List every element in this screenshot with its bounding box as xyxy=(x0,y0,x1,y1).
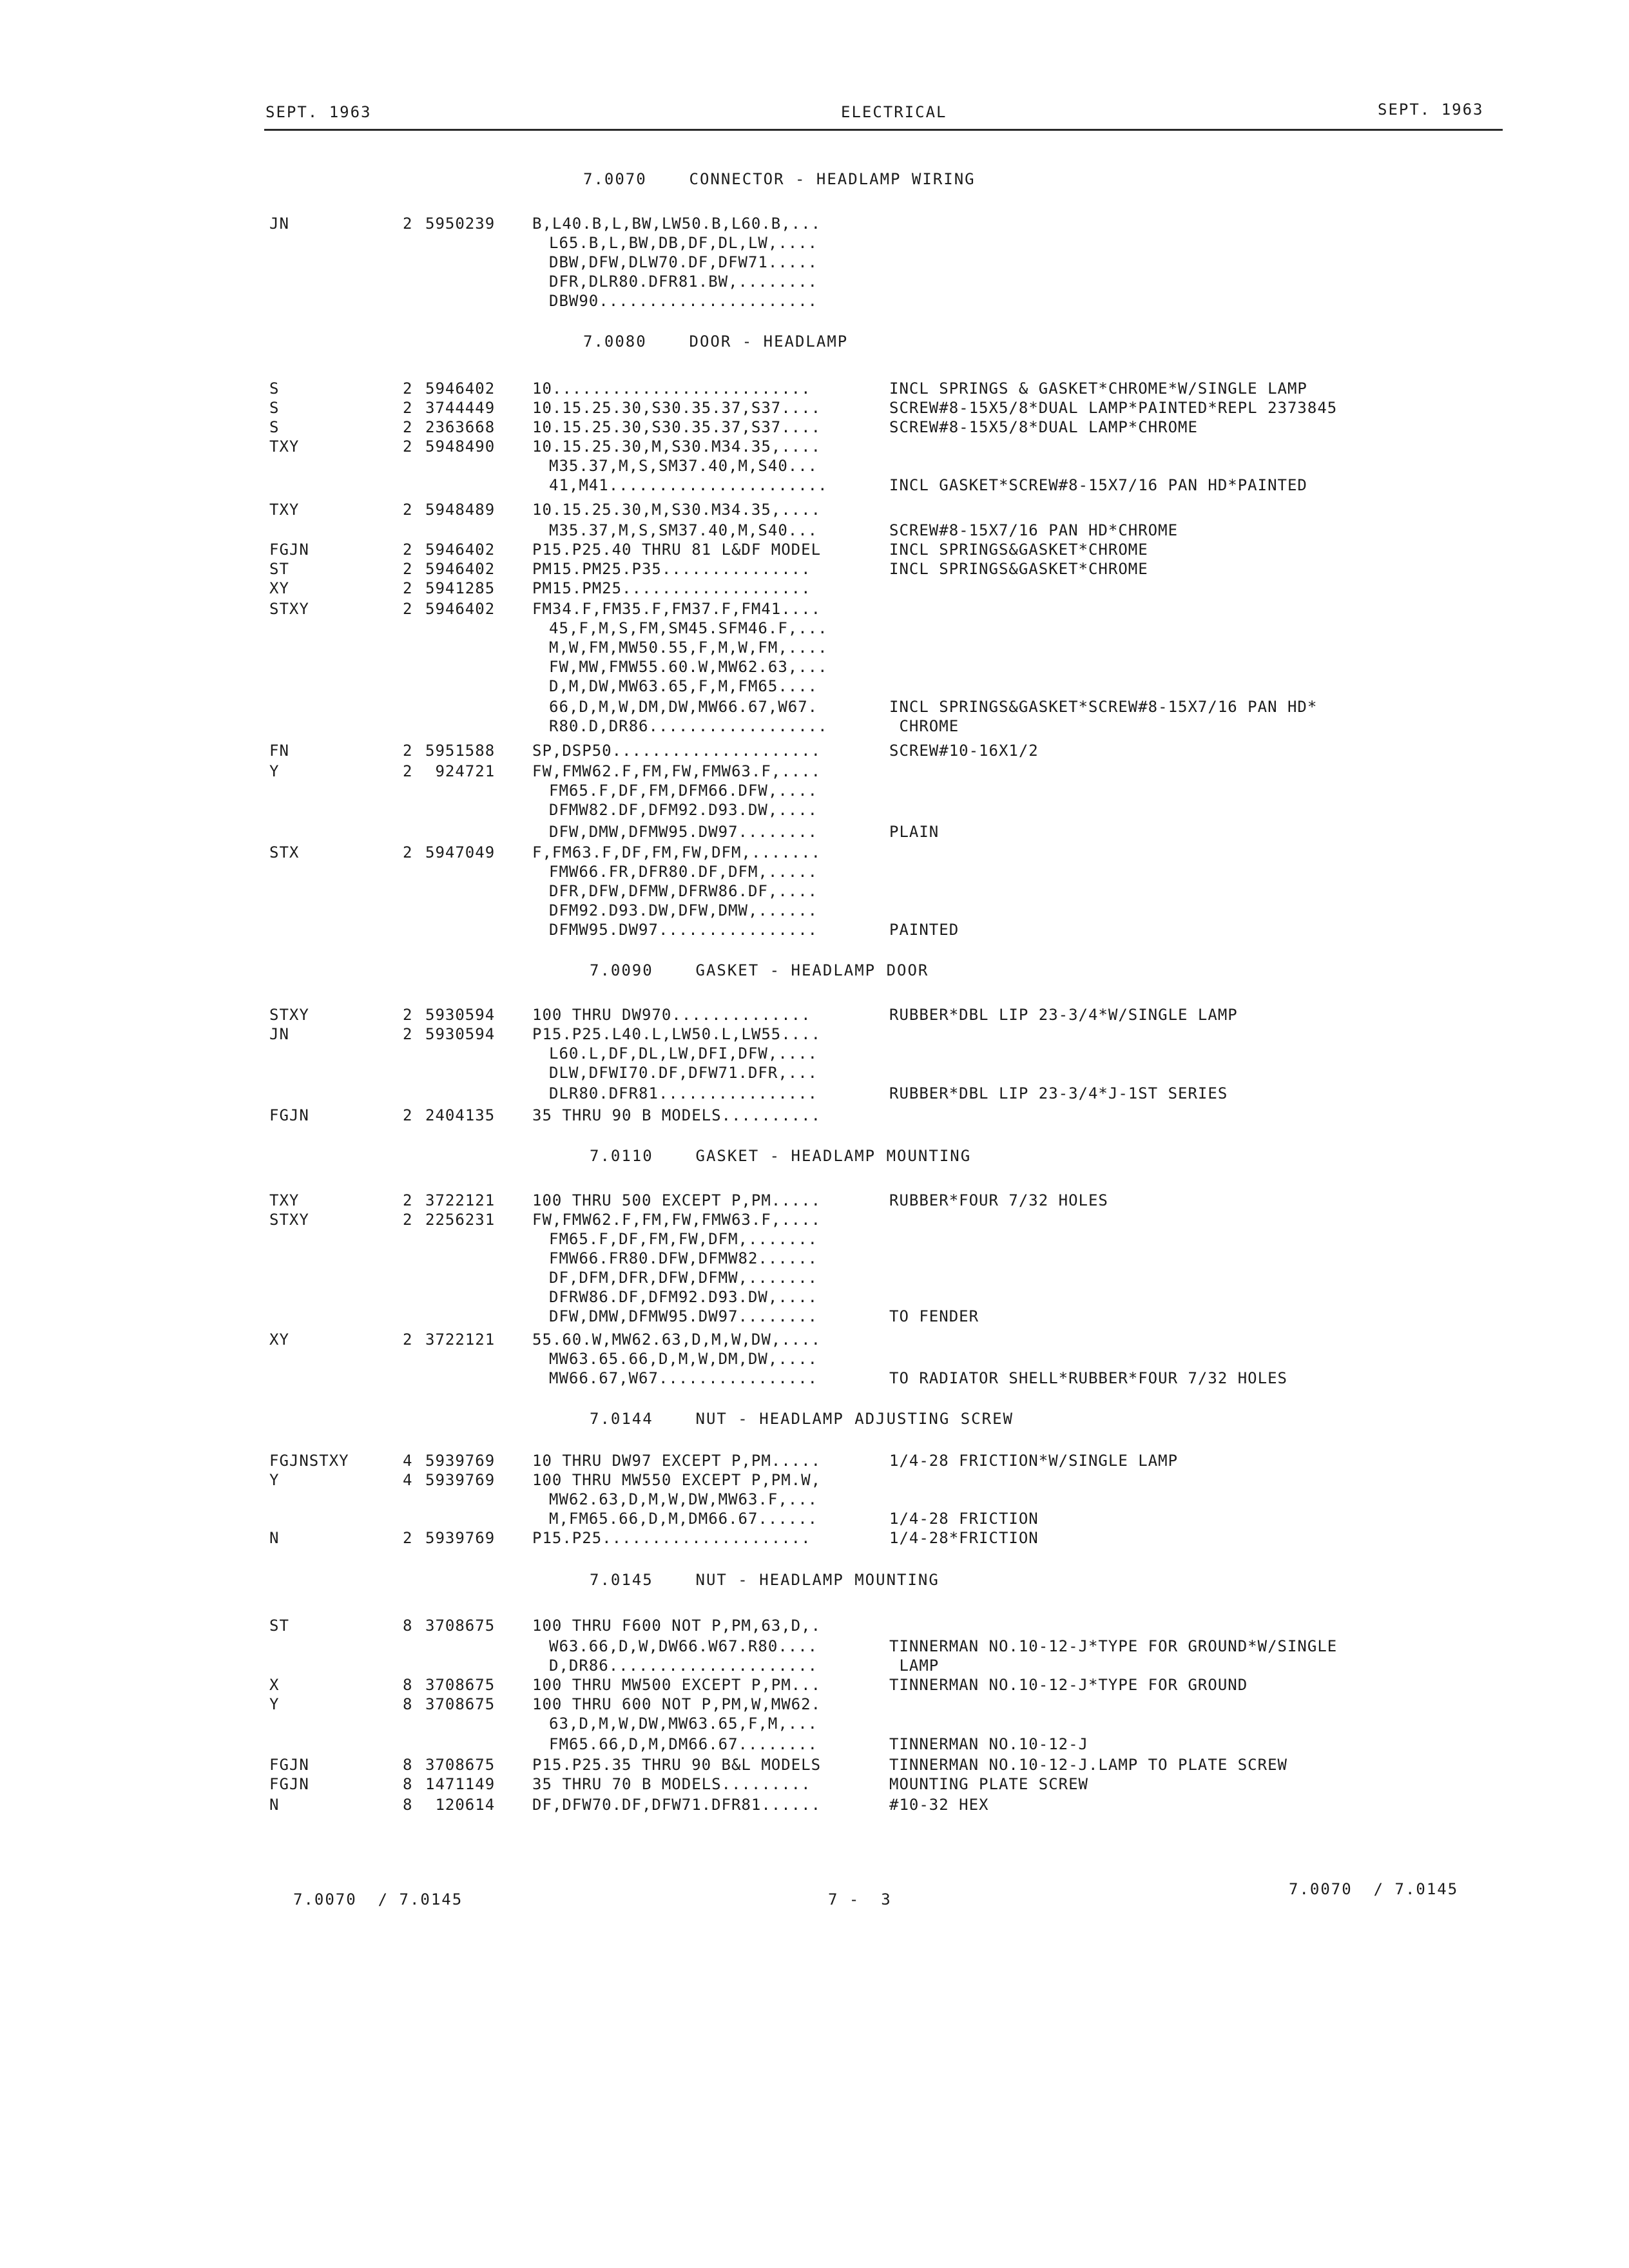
line-models: DLW,DFWI70.DF,DFW71.DFR,... xyxy=(549,1064,818,1082)
line-quantity: 2 xyxy=(403,1529,413,1547)
line-part-number: 5946402 xyxy=(425,541,496,559)
line-models: MW63.65.66,D,M,W,DM,DW,.... xyxy=(549,1350,818,1368)
line-models: P15.P25.40 THRU 81 L&DF MODEL xyxy=(532,541,822,559)
line-models: P15.P25.35 THRU 90 B&L MODELS xyxy=(532,1756,822,1774)
line-description: 1/4-28*FRICTION xyxy=(889,1529,1039,1547)
header-section-title: ELECTRICAL xyxy=(841,103,947,121)
line-models: FM65.66,D,M,DM66.67........ xyxy=(549,1735,818,1753)
line-quantity: 2 xyxy=(403,399,413,417)
line-models: 100 THRU DW970.............. xyxy=(532,1006,811,1024)
line-models: P15.P25..................... xyxy=(532,1529,811,1547)
line-model-code: S xyxy=(269,399,280,417)
section-title-7-0144: 7.0144 NUT - HEADLAMP ADJUSTING SCREW xyxy=(590,1410,1014,1428)
line-description: RUBBER*FOUR 7/32 HOLES xyxy=(889,1191,1108,1209)
line-description: RUBBER*DBL LIP 23-3/4*W/SINGLE LAMP xyxy=(889,1006,1238,1024)
line-models: L60.L,DF,DL,LW,DFI,DFW,.... xyxy=(549,1044,818,1062)
line-part-number: 3708675 xyxy=(425,1676,496,1694)
line-model-code: STXY xyxy=(269,1006,309,1024)
line-models: 35 THRU 70 B MODELS......... xyxy=(532,1775,811,1793)
line-quantity: 8 xyxy=(403,1775,413,1793)
line-description: RUBBER*DBL LIP 23-3/4*J-1ST SERIES xyxy=(889,1084,1228,1102)
line-part-number: 3708675 xyxy=(425,1617,496,1635)
line-part-number: 3722121 xyxy=(425,1191,496,1209)
line-description: 1/4-28 FRICTION*W/SINGLE LAMP xyxy=(889,1452,1179,1470)
line-description: CHROME xyxy=(889,717,959,735)
line-quantity: 2 xyxy=(403,1025,413,1043)
line-quantity: 2 xyxy=(403,762,413,780)
line-model-code: Y xyxy=(269,762,280,780)
line-quantity: 2 xyxy=(403,600,413,618)
header-rule xyxy=(264,129,1503,131)
line-model-code: N xyxy=(269,1796,280,1814)
line-models: L65.B,L,BW,DB,DF,DL,LW,.... xyxy=(549,234,818,252)
line-model-code: Y xyxy=(269,1695,280,1713)
section-title-7-0110: 7.0110 GASKET - HEADLAMP MOUNTING xyxy=(590,1147,972,1165)
line-models: FMW66.FR80.DFW,DFMW82...... xyxy=(549,1249,818,1267)
line-model-code: FGJN xyxy=(269,1756,309,1774)
line-quantity: 8 xyxy=(403,1617,413,1635)
line-quantity: 2 xyxy=(403,1211,413,1229)
line-quantity: 8 xyxy=(403,1676,413,1694)
line-description: TINNERMAN NO.10-12-J*TYPE FOR GROUND xyxy=(889,1676,1248,1694)
line-models: 66,D,M,W,DM,DW,MW66.67,W67. xyxy=(549,698,818,716)
line-part-number: 5939769 xyxy=(425,1452,496,1470)
line-model-code: STXY xyxy=(269,1211,309,1229)
line-quantity: 2 xyxy=(403,541,413,559)
line-part-number: 924721 xyxy=(425,762,496,780)
line-part-number: 3722121 xyxy=(425,1331,496,1349)
line-model-code: Y xyxy=(269,1471,280,1489)
line-part-number: 5946402 xyxy=(425,600,496,618)
line-models: B,L40.B,L,BW,LW50.B,L60.B,... xyxy=(532,215,822,233)
line-quantity: 4 xyxy=(403,1471,413,1489)
line-description: TINNERMAN NO.10-12-J.LAMP TO PLATE SCREW xyxy=(889,1756,1287,1774)
line-part-number: 5948490 xyxy=(425,437,496,456)
line-part-number: 5930594 xyxy=(425,1025,496,1043)
line-part-number: 1471149 xyxy=(425,1775,496,1793)
line-models: R80.D,DR86.................. xyxy=(549,717,828,735)
line-part-number: 2256231 xyxy=(425,1211,496,1229)
line-description: LAMP xyxy=(889,1657,940,1675)
line-models: DBW,DFW,DLW70.DF,DFW71..... xyxy=(549,253,818,271)
line-description: INCL SPRINGS&GASKET*SCREW#8-15X7/16 PAN HD* xyxy=(889,698,1318,716)
line-models: 10.15.25.30,S30.35.37,S37.... xyxy=(532,399,822,417)
line-description: INCL SPRINGS&GASKET*CHROME xyxy=(889,560,1148,578)
line-model-code: S xyxy=(269,418,280,436)
line-model-code: X xyxy=(269,1676,280,1694)
line-models: M,FM65.66,D,M,DM66.67...... xyxy=(549,1510,818,1528)
line-part-number: 2363668 xyxy=(425,418,496,436)
line-part-number: 2404135 xyxy=(425,1106,496,1124)
line-model-code: STX xyxy=(269,843,300,861)
line-description: SCREW#8-15X7/16 PAN HD*CHROME xyxy=(889,521,1179,539)
line-quantity: 2 xyxy=(403,579,413,597)
line-models: D,M,DW,MW63.65,F,M,FM65.... xyxy=(549,677,818,695)
line-models: 100 THRU MW500 EXCEPT P,PM... xyxy=(532,1676,822,1694)
line-models: 10.15.25.30,S30.35.37,S37.... xyxy=(532,418,822,436)
line-models: 100 THRU 600 NOT P,PM,W,MW62. xyxy=(532,1695,822,1713)
line-models: DFR,DLR80.DFR81.BW,........ xyxy=(549,273,818,291)
line-part-number: 3708675 xyxy=(425,1756,496,1774)
section-title-7-0080: 7.0080 DOOR - HEADLAMP xyxy=(583,332,849,351)
line-model-code: FGJN xyxy=(269,1775,309,1793)
line-models: M,W,FM,MW50.55,F,M,W,FM,.... xyxy=(549,639,828,657)
line-quantity: 8 xyxy=(403,1756,413,1774)
line-model-code: N xyxy=(269,1529,280,1547)
line-quantity: 2 xyxy=(403,437,413,456)
line-models: FM65.F,DF,FM,DFM66.DFW,.... xyxy=(549,782,818,800)
line-part-number: 5939769 xyxy=(425,1529,496,1547)
line-model-code: FN xyxy=(269,742,289,760)
line-model-code: FGJN xyxy=(269,1106,309,1124)
line-models: DFW,DMW,DFMW95.DW97........ xyxy=(549,823,818,841)
line-models: MW62.63,D,M,W,DW,MW63.F,... xyxy=(549,1490,818,1508)
line-models: F,FM63.F,DF,FM,FW,DFM,....... xyxy=(532,843,822,861)
line-models: M35.37,M,S,SM37.40,M,S40... xyxy=(549,457,818,475)
line-part-number: 5946402 xyxy=(425,560,496,578)
line-models: SP,DSP50..................... xyxy=(532,742,822,760)
line-quantity: 8 xyxy=(403,1695,413,1713)
line-models: DF,DFW70.DF,DFW71.DFR81...... xyxy=(532,1796,822,1814)
line-quantity: 2 xyxy=(403,418,413,436)
line-part-number: 5947049 xyxy=(425,843,496,861)
line-models: PM15.PM25................... xyxy=(532,579,811,597)
line-models: DFR,DFW,DFMW,DFRW86.DF,.... xyxy=(549,882,818,900)
line-models: 10.15.25.30,M,S30.M34.35,.... xyxy=(532,501,822,519)
line-part-number: 5930594 xyxy=(425,1006,496,1024)
header-right-date: SEPT. 1963 xyxy=(1378,101,1484,119)
line-model-code: XY xyxy=(269,579,289,597)
line-models: 63,D,M,W,DW,MW63.65,F,M,... xyxy=(549,1715,818,1733)
line-models: 100 THRU F600 NOT P,PM,63,D,. xyxy=(532,1617,822,1635)
line-models: DF,DFM,DFR,DFW,DFMW,....... xyxy=(549,1269,818,1287)
line-part-number: 5951588 xyxy=(425,742,496,760)
line-quantity: 2 xyxy=(403,1006,413,1024)
line-models: FMW66.FR,DFR80.DF,DFM,..... xyxy=(549,863,818,881)
line-models: 100 THRU 500 EXCEPT P,PM..... xyxy=(532,1191,822,1209)
line-quantity: 2 xyxy=(403,215,413,233)
line-description: MOUNTING PLATE SCREW xyxy=(889,1775,1088,1793)
line-description: INCL SPRINGS&GASKET*CHROME xyxy=(889,541,1148,559)
line-models: DFMW82.DF,DFM92.D93.DW,.... xyxy=(549,801,818,819)
line-model-code: TXY xyxy=(269,501,300,519)
line-part-number: 3708675 xyxy=(425,1695,496,1713)
line-models: 10 THRU DW97 EXCEPT P,PM..... xyxy=(532,1452,822,1470)
line-models: FW,FMW62.F,FM,FW,FMW63.F,.... xyxy=(532,1211,822,1229)
line-description: PAINTED xyxy=(889,921,959,939)
line-model-code: STXY xyxy=(269,600,309,618)
line-part-number: 120614 xyxy=(425,1796,496,1814)
line-models: PM15.PM25.P35............... xyxy=(532,560,811,578)
line-models: DFMW95.DW97................ xyxy=(549,921,818,939)
line-models: D,DR86..................... xyxy=(549,1657,818,1675)
line-model-code: JN xyxy=(269,1025,289,1043)
line-quantity: 2 xyxy=(403,843,413,861)
line-description: INCL SPRINGS & GASKET*CHROME*W/SINGLE LAMP xyxy=(889,380,1307,398)
line-part-number: 3744449 xyxy=(425,399,496,417)
line-quantity: 4 xyxy=(403,1452,413,1470)
line-models: 100 THRU MW550 EXCEPT P,PM.W, xyxy=(532,1471,822,1489)
line-part-number: 5950239 xyxy=(425,215,496,233)
line-models: M35.37,M,S,SM37.40,M,S40... xyxy=(549,521,818,539)
line-models: DFW,DMW,DFMW95.DW97........ xyxy=(549,1307,818,1325)
line-description: #10-32 HEX xyxy=(889,1796,989,1814)
line-quantity: 2 xyxy=(403,1106,413,1124)
footer-page-number: 7 - 3 xyxy=(828,1890,892,1908)
line-models: DFRW86.DF,DFM92.D93.DW,.... xyxy=(549,1288,818,1306)
line-models: 10.15.25.30,M,S30.M34.35,.... xyxy=(532,437,822,456)
line-model-code: ST xyxy=(269,560,289,578)
header-left-date: SEPT. 1963 xyxy=(265,103,372,121)
line-model-code: FGJNSTXY xyxy=(269,1452,349,1470)
line-quantity: 2 xyxy=(403,742,413,760)
line-models: FM65.F,DF,FM,FW,DFM,....... xyxy=(549,1230,818,1248)
line-models: P15.P25.L40.L,LW50.L,LW55.... xyxy=(532,1025,822,1043)
footer-left-range: 7.0070 / 7.0145 xyxy=(293,1890,463,1908)
line-description: TINNERMAN NO.10-12-J xyxy=(889,1735,1088,1753)
line-models: 10.......................... xyxy=(532,380,811,398)
line-quantity: 2 xyxy=(403,501,413,519)
line-quantity: 8 xyxy=(403,1796,413,1814)
line-models: 45,F,M,S,FM,SM45.SFM46.F,... xyxy=(549,619,828,637)
footer-right-range: 7.0070 / 7.0145 xyxy=(1289,1880,1459,1898)
line-description: SCREW#10-16X1/2 xyxy=(889,742,1039,760)
section-title-7-0145: 7.0145 NUT - HEADLAMP MOUNTING xyxy=(590,1571,940,1589)
line-model-code: TXY xyxy=(269,1191,300,1209)
line-description: INCL GASKET*SCREW#8-15X7/16 PAN HD*PAINTED xyxy=(889,476,1307,494)
line-models: DBW90...................... xyxy=(549,292,818,310)
line-part-number: 5948489 xyxy=(425,501,496,519)
line-models: FW,MW,FMW55.60.W,MW62.63,... xyxy=(549,658,828,676)
line-model-code: S xyxy=(269,380,280,398)
line-models: W63.66,D,W,DW66.W67.R80.... xyxy=(549,1637,818,1655)
line-models: FW,FMW62.F,FM,FW,FMW63.F,.... xyxy=(532,762,822,780)
line-quantity: 2 xyxy=(403,380,413,398)
line-quantity: 2 xyxy=(403,560,413,578)
line-quantity: 2 xyxy=(403,1331,413,1349)
line-description: TO FENDER xyxy=(889,1307,979,1325)
line-quantity: 2 xyxy=(403,1191,413,1209)
line-part-number: 5939769 xyxy=(425,1471,496,1489)
line-model-code: FGJN xyxy=(269,541,309,559)
line-models: DLR80.DFR81................ xyxy=(549,1084,818,1102)
section-title-7-0070: 7.0070 CONNECTOR - HEADLAMP WIRING xyxy=(583,170,976,188)
line-model-code: XY xyxy=(269,1331,289,1349)
line-description: SCREW#8-15X5/8*DUAL LAMP*PAINTED*REPL 2373845 xyxy=(889,399,1338,417)
line-model-code: ST xyxy=(269,1617,289,1635)
line-model-code: TXY xyxy=(269,437,300,456)
line-models: 55.60.W,MW62.63,D,M,W,DW,.... xyxy=(532,1331,822,1349)
line-description: PLAIN xyxy=(889,823,940,841)
line-description: SCREW#8-15X5/8*DUAL LAMP*CHROME xyxy=(889,418,1198,436)
line-models: FM34.F,FM35.F,FM37.F,FM41.... xyxy=(532,600,822,618)
line-models: DFM92.D93.DW,DFW,DMW,...... xyxy=(549,901,818,919)
line-models: 35 THRU 90 B MODELS.......... xyxy=(532,1106,822,1124)
line-part-number: 5946402 xyxy=(425,380,496,398)
line-description: TO RADIATOR SHELL*RUBBER*FOUR 7/32 HOLES xyxy=(889,1369,1287,1387)
section-title-7-0090: 7.0090 GASKET - HEADLAMP DOOR xyxy=(590,961,929,979)
line-part-number: 5941285 xyxy=(425,579,496,597)
line-models: MW66.67,W67................ xyxy=(549,1369,818,1387)
line-model-code: JN xyxy=(269,215,289,233)
line-description: 1/4-28 FRICTION xyxy=(889,1510,1039,1528)
line-description: TINNERMAN NO.10-12-J*TYPE FOR GROUND*W/SINGLE xyxy=(889,1637,1338,1655)
line-models: 41,M41...................... xyxy=(549,476,828,494)
